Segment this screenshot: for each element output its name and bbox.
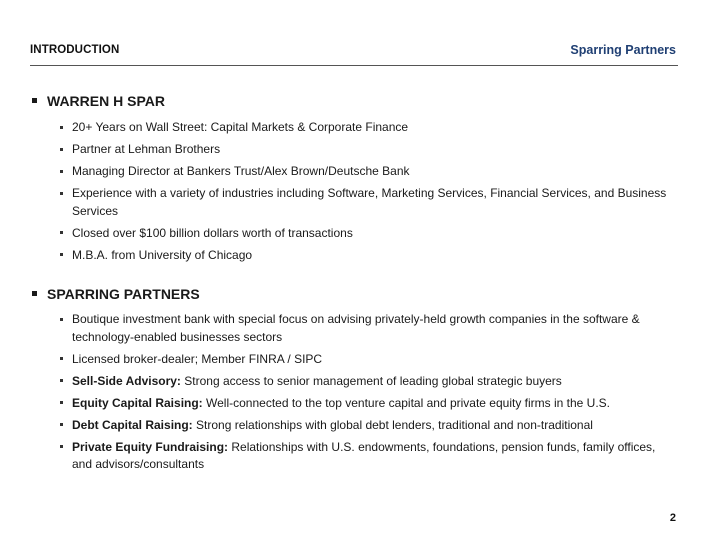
item-text: Well-connected to the top venture capital and private equity firms in the U.S. — [202, 395, 611, 410]
list-item — [72, 373, 672, 391]
list-item — [72, 247, 672, 265]
section-heading-warren-h-spar — [32, 93, 165, 109]
list-item — [72, 351, 672, 369]
item-lead: Debt Capital Raising: — [72, 417, 193, 432]
header-divider — [30, 65, 678, 66]
item-text: Experience with a variety of industries including Software, Marketing Services, Financial Services, and Business Services — [72, 186, 667, 218]
item-text: Boutique investment bank with special focus on advising privately-held growth companies in the software & technology-enabled businesses sectors — [72, 312, 640, 344]
list-item — [72, 163, 672, 181]
list-item — [72, 225, 672, 243]
list-item — [72, 417, 672, 435]
item-lead: Equity Capital Raising: — [72, 395, 203, 410]
bullet-icon — [60, 401, 63, 404]
square-bullet-icon — [32, 98, 37, 103]
item-lead: Sell-Side Advisory: — [72, 373, 181, 388]
list-item — [72, 185, 672, 220]
bullet-icon — [60, 170, 63, 173]
list-item — [72, 395, 672, 413]
section-title: WARREN H SPAR — [47, 93, 165, 109]
item-text: Managing Director at Bankers Trust/Alex Brown/Deutsche Bank — [72, 164, 410, 178]
item-text: Partner at Lehman Brothers — [72, 142, 221, 156]
item-text: 20+ Years on Wall Street: Capital Markets & Corporate Finance — [72, 120, 409, 134]
item-text: Closed over $100 billion dollars worth of transactions — [72, 225, 353, 240]
bullet-icon — [60, 253, 63, 256]
section-heading-sparring-partners — [32, 286, 200, 302]
bullet-list-sparring — [72, 311, 672, 478]
item-text: M.B.A. from University of Chicago — [72, 247, 253, 262]
bullet-icon — [60, 192, 63, 195]
bullet-icon — [60, 126, 63, 129]
list-item — [72, 119, 672, 137]
page-number: 2 — [669, 512, 676, 524]
bullet-icon — [60, 318, 63, 321]
bullet-icon — [60, 357, 63, 360]
list-item — [72, 439, 672, 474]
bullet-icon — [60, 148, 63, 151]
item-text: Licensed broker-dealer; Member FINRA / SIPC — [72, 351, 323, 366]
header-title: Sparring Partners — [570, 43, 676, 57]
header-section-label: INTRODUCTION — [30, 44, 120, 56]
bullet-icon — [60, 231, 63, 234]
bullet-icon — [60, 423, 63, 426]
section-title: SPARRING PARTNERS — [47, 286, 200, 302]
bullet-list-warren — [72, 119, 672, 269]
bullet-icon — [60, 379, 63, 382]
square-bullet-icon — [32, 291, 37, 296]
bullet-icon — [60, 445, 63, 448]
list-item — [72, 141, 672, 159]
item-text: Strong access to senior management of leading global strategic buyers — [180, 373, 562, 388]
item-text: Relationships with U.S. endowments, foundations, pension funds, family offices, and advisors/consultants — [72, 439, 656, 471]
item-lead: Private Equity Fundraising: — [72, 439, 229, 454]
list-item — [72, 311, 672, 346]
item-text: Strong relationships with global debt lenders, traditional and non-traditional — [192, 417, 593, 432]
